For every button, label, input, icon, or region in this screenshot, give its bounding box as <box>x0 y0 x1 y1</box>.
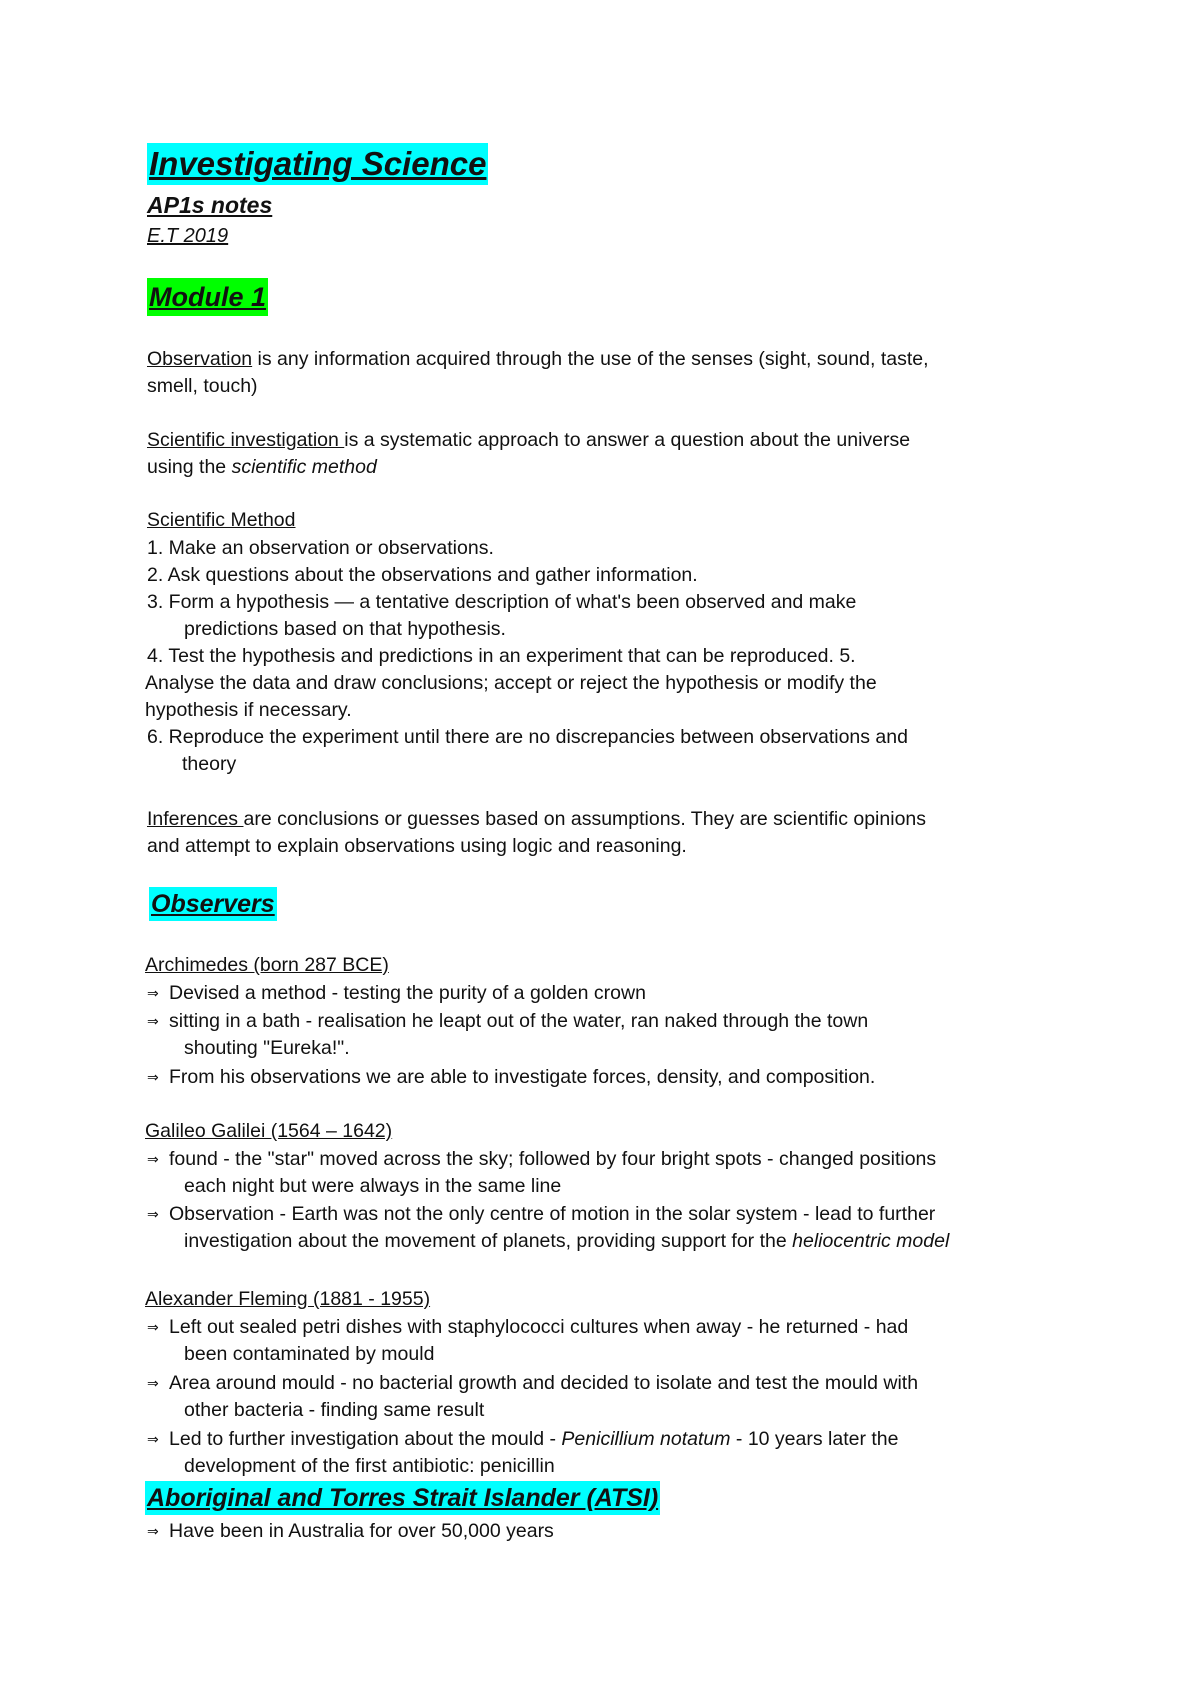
inferences-term: Inferences <box>147 808 244 830</box>
arrow-icon: ⇒ <box>147 1151 159 1167</box>
fleming-bullet-3 <box>147 1426 899 1453</box>
arrow-icon: ⇒ <box>147 1523 159 1539</box>
galileo-bullet-2-cont-text: investigation about the movement of planets, providing support for the <box>184 1230 793 1252</box>
fleming-bullet-2 <box>147 1370 918 1397</box>
atsi-heading: Aboriginal and Torres Strait Islander (ATSI) <box>145 1481 660 1515</box>
atsi-bullet-1-text: Have been in Australia for over 50,000 years <box>169 1520 554 1542</box>
arrow-icon: ⇒ <box>147 1431 159 1447</box>
penicillium-italic: Penicillium notatum <box>561 1428 731 1450</box>
archimedes-bullet-3-text: From his observations we are able to investigate forces, density, and composition. <box>169 1066 876 1088</box>
arrow-icon: ⇒ <box>147 1375 159 1391</box>
archimedes-bullet-3 <box>147 1064 875 1091</box>
scientific-method-italic: scientific method <box>231 456 377 478</box>
method-step-3: 3. Form a hypothesis — a tentative description of what's been observed and make <box>147 591 857 613</box>
fleming-bullet-1 <box>147 1314 908 1341</box>
archimedes-bullet-2-cont: shouting "Eureka!". <box>184 1037 350 1059</box>
scientific-investigation-text: is a systematic approach to answer a question about the universe <box>344 429 911 451</box>
document-author: E.T 2019 <box>147 225 229 247</box>
method-step-3-cont: predictions based on that hypothesis. <box>184 618 506 640</box>
method-step-6-cont: theory <box>182 753 237 775</box>
scientific-investigation-line2-text: using the <box>147 456 232 478</box>
archimedes-heading: Archimedes (born 287 BCE) <box>145 954 389 976</box>
heliocentric-model-italic: heliocentric model <box>792 1230 950 1252</box>
galileo-bullet-1 <box>147 1146 936 1173</box>
archimedes-bullet-2-text: sitting in a bath - realisation he leapt out of the water, ran naked through the town <box>169 1010 869 1032</box>
fleming-heading: Alexander Fleming (1881 - 1955) <box>145 1288 431 1310</box>
observation-definition <box>147 346 929 373</box>
method-step-5-cont: hypothesis if necessary. <box>145 699 352 721</box>
fleming-bullet-1-cont: been contaminated by mould <box>184 1343 435 1365</box>
inferences-definition <box>147 806 926 833</box>
galileo-bullet-2-text: Observation - Earth was not the only centre of motion in the solar system - lead to further <box>169 1203 936 1225</box>
arrow-icon: ⇒ <box>147 1319 159 1335</box>
method-step-4: 4. Test the hypothesis and predictions in an experiment that can be reproduced. 5. <box>147 645 856 667</box>
scientific-investigation-line2 <box>147 454 377 481</box>
galileo-heading: Galileo Galilei (1564 – 1642) <box>145 1120 393 1142</box>
scientific-investigation-term: Scientific investigation <box>147 429 345 451</box>
scientific-investigation-definition <box>147 427 910 454</box>
archimedes-bullet-1 <box>147 980 646 1007</box>
inferences-text-line2: and attempt to explain observations using logic and reasoning. <box>147 835 687 857</box>
observation-text-line2: smell, touch) <box>147 375 258 397</box>
observation-text: is any information acquired through the use of the senses (sight, sound, taste, <box>252 348 929 370</box>
arrow-icon: ⇒ <box>147 1206 159 1222</box>
fleming-bullet-3-text: Led to further investigation about the mould - <box>169 1428 562 1450</box>
method-step-1: 1. Make an observation or observations. <box>147 537 494 559</box>
fleming-bullet-2-cont: other bacteria - finding same result <box>184 1399 485 1421</box>
fleming-bullet-2-text: Area around mould - no bacterial growth and decided to isolate and test the mould with <box>169 1372 919 1394</box>
fleming-bullet-1-text: Left out sealed petri dishes with staphylococci cultures when away - he returned - had <box>169 1316 909 1338</box>
inferences-text: are conclusions or guesses based on assumptions. They are scientific opinions <box>243 808 927 830</box>
method-step-6: 6. Reproduce the experiment until there are no discrepancies between observations and <box>147 726 908 748</box>
arrow-icon: ⇒ <box>147 1013 159 1029</box>
observers-heading: Observers <box>149 887 277 921</box>
arrow-icon: ⇒ <box>147 985 159 1001</box>
method-step-5: Analyse the data and draw conclusions; accept or reject the hypothesis or modify the <box>145 672 877 694</box>
galileo-bullet-2-cont <box>184 1228 949 1255</box>
arrow-icon: ⇒ <box>147 1069 159 1085</box>
archimedes-bullet-1-text: Devised a method - testing the purity of a golden crown <box>169 982 646 1004</box>
scientific-method-heading: Scientific Method <box>147 509 296 531</box>
method-step-2: 2. Ask questions about the observations and gather information. <box>147 564 698 586</box>
fleming-bullet-3-cont: development of the first antibiotic: penicillin <box>184 1455 555 1477</box>
module-heading: Module 1 <box>147 278 268 316</box>
document-title: Investigating Science <box>147 143 488 185</box>
document-subtitle: AP1s notes <box>147 192 273 218</box>
galileo-bullet-1-cont: each night but were always in the same line <box>184 1175 562 1197</box>
galileo-bullet-2 <box>147 1201 935 1228</box>
archimedes-bullet-2 <box>147 1008 868 1035</box>
observation-term: Observation <box>147 348 253 370</box>
fleming-bullet-3-suffix: - 10 years later the <box>730 1428 899 1450</box>
galileo-bullet-1-text: found - the "star" moved across the sky; followed by four bright spots - changed positions <box>169 1148 937 1170</box>
atsi-bullet-1 <box>147 1518 554 1545</box>
